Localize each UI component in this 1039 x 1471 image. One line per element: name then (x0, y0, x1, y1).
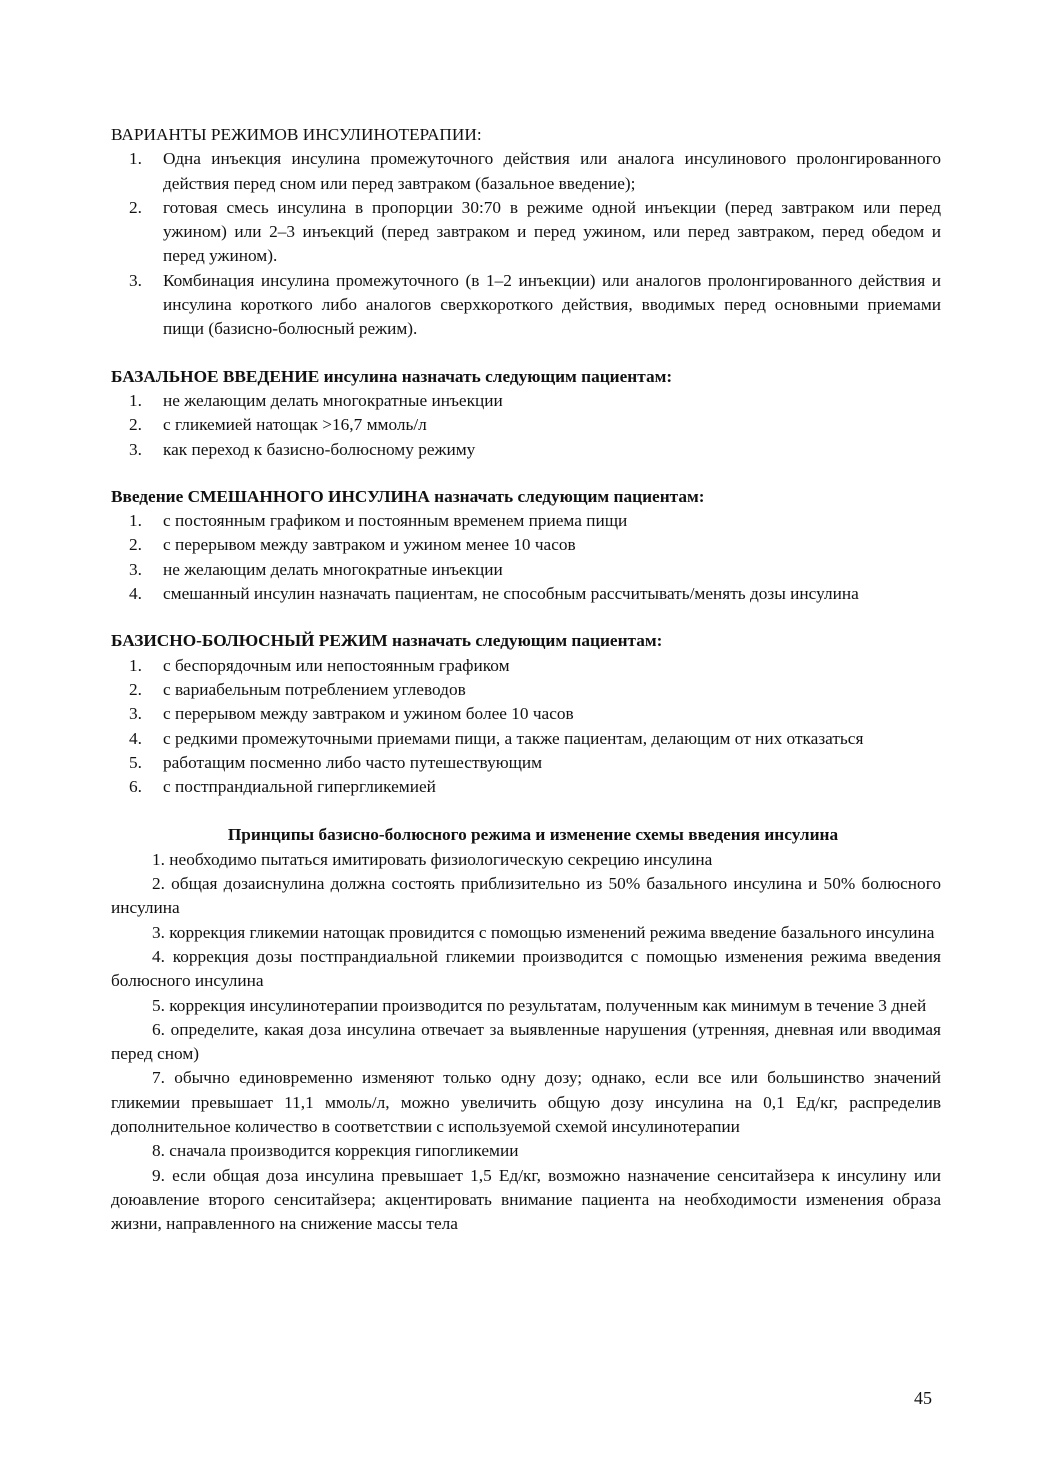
list-item-number: 2. (129, 415, 142, 435)
list-item (111, 438, 941, 462)
list-item-text: с перерывом между завтраком и ужином более 10 часов (163, 704, 574, 724)
regimens-list (111, 147, 941, 341)
list-item-text: не желающим делать многократные инъекции (163, 559, 503, 579)
list-item-number: 3. (129, 559, 142, 579)
list-item (111, 775, 941, 799)
list-item-text: с постпрандиальной гипергликемией (163, 777, 436, 797)
section-heading-mixed: Введение СМЕШАННОГО ИНСУЛИНА назначать следующим пациентам: (111, 486, 705, 506)
list-item-number: 1. (129, 655, 142, 675)
principle-paragraph: 5. коррекция инсулинотерапии производится по результатам, полученным как минимум в течение 3 дней (152, 995, 927, 1015)
list-item-text: как переход к базисно-болюсному режиму (163, 439, 476, 459)
list-item-number: 2. (129, 197, 142, 217)
principle-paragraph: 3. коррекция гликемии натощак провидится с помощью изменений режима введение базального инсулина (152, 922, 935, 942)
list-item-number: 4. (129, 584, 142, 604)
section-heading-basal-bolus: БАЗИСНО-БОЛЮСНЫЙ РЕЖИМ назначать следующим пациентам: (111, 631, 663, 651)
list-item (111, 751, 941, 775)
list-item-text: работащим посменно либо часто путешествующим (163, 752, 543, 772)
list-item-text: с постоянным графиком и постоянным временем приема пищи (163, 511, 628, 531)
list-item-number: 4. (129, 728, 142, 748)
page-content (111, 123, 941, 1236)
list-item-text: готовая смесь инсулина в пропорции 30:70 в режиме одной инъекции (перед завтраком или перед ужином) или 2–3 инъекций (перед завтраком и перед ужином, или перед завтраком, перед обедом и перед ужином). (163, 197, 941, 266)
list-item-text: Комбинация инсулина промежуточного (в 1–2 инъекции) или аналогов пролонгированного действия и инсулина короткого либо аналогов сверхкороткого действия, вводимых перед основными приемами пищи (базисно-болюсный режим). (163, 270, 941, 339)
list-item-number: 1. (129, 511, 142, 531)
list-item (111, 678, 941, 702)
principle-paragraph: 8. сначала производится коррекция гипогликемии (152, 1141, 519, 1161)
list-item-text: смешанный инсулин назначать пациентам, не способным рассчитывать/менять дозы инсулина (163, 584, 859, 604)
list-item-number: 2. (129, 679, 142, 699)
list-item (111, 147, 941, 196)
list-item-number: 5. (129, 752, 142, 772)
list-item-number: 3. (129, 439, 142, 459)
section-heading-regimens: ВАРИАНТЫ РЕЖИМОВ ИНСУЛИНОТЕРАПИИ: (111, 125, 482, 144)
list-item (111, 509, 941, 533)
list-item-number: 1. (129, 390, 142, 410)
basal-bolus-list (111, 654, 941, 800)
list-item-number: 3. (129, 704, 142, 724)
list-item-text: Одна инъекция инсулина промежуточного действия или аналога инсулинового пролонгированного действия перед сном или перед завтраком (базальное введение); (163, 149, 941, 193)
principle-paragraph: 6. определите, какая доза инсулина отвечает за выявленные нарушения (утренняя, дневная или вводимая перед сном) (111, 1019, 941, 1064)
list-item-text: с беспорядочным или непостоянным графиком (163, 655, 510, 675)
list-item-number: 6. (129, 777, 142, 797)
basal-list (111, 389, 941, 462)
list-item-text: с редкими промежуточными приемами пищи, а также пациентам, делающим от них отказаться (163, 728, 864, 748)
list-item (111, 413, 941, 437)
principles-title: Принципы базисно-болюсного режима и изменение схемы введения инсулина (227, 825, 839, 845)
list-item (111, 727, 941, 751)
principle-paragraph: 2. общая дозаиснулина должна состоять приблизительно из 50% базального инсулина и 50% болюсного инсулина (111, 874, 941, 918)
list-item (111, 533, 941, 557)
list-item (111, 702, 941, 726)
page-number: 45 (914, 1388, 932, 1408)
list-item (111, 558, 941, 582)
list-item-number: 2. (129, 535, 142, 555)
mixed-list (111, 509, 941, 606)
principle-paragraph: 1. необходимо пытаться имитировать физиологическую секрецию инсулина (152, 849, 713, 869)
list-item (111, 582, 941, 606)
principle-paragraph: 9. если общая доза инсулина превышает 1,5 Ед/кг, возможно назначение сенситайзера к инсулину или доюавление второго сенситайзера; акцентировать внимание пациента на необходимости изменения образа жизни, направленного на снижение массы тела (111, 1165, 941, 1234)
principle-paragraph: 4. коррекция дозы постпрандиальной гликемии производится с помощью изменения режима введения болюсного инсулина (111, 946, 941, 991)
section-heading-basal: БАЗАЛЬНОЕ ВВЕДЕНИЕ инсулина назначать следующим пациентам: (111, 366, 673, 386)
list-item-number: 3. (129, 270, 142, 290)
list-item (111, 654, 941, 678)
list-item-text: с вариабельным потреблением углеводов (163, 679, 466, 699)
list-item (111, 269, 941, 342)
list-item-text: не желающим делать многократные инъекции (163, 390, 503, 410)
list-item (111, 196, 941, 269)
list-item-number: 1. (129, 149, 142, 169)
list-item-text: с перерывом между завтраком и ужином менее 10 часов (163, 535, 576, 555)
list-item-text: с гликемией натощак >16,7 ммоль/л (163, 415, 427, 435)
list-item (111, 389, 941, 413)
principle-paragraph: 7. обычно единовременно изменяют только одну дозу; однако, если все или большинство значений гликемии превышает 11,1 ммоль/л, можно увеличить общую дозу инсулина на 0,1 Ед/кг, распределив дополнительное количество в соответствии с используемой схемой инсулинотерапии (111, 1068, 941, 1136)
